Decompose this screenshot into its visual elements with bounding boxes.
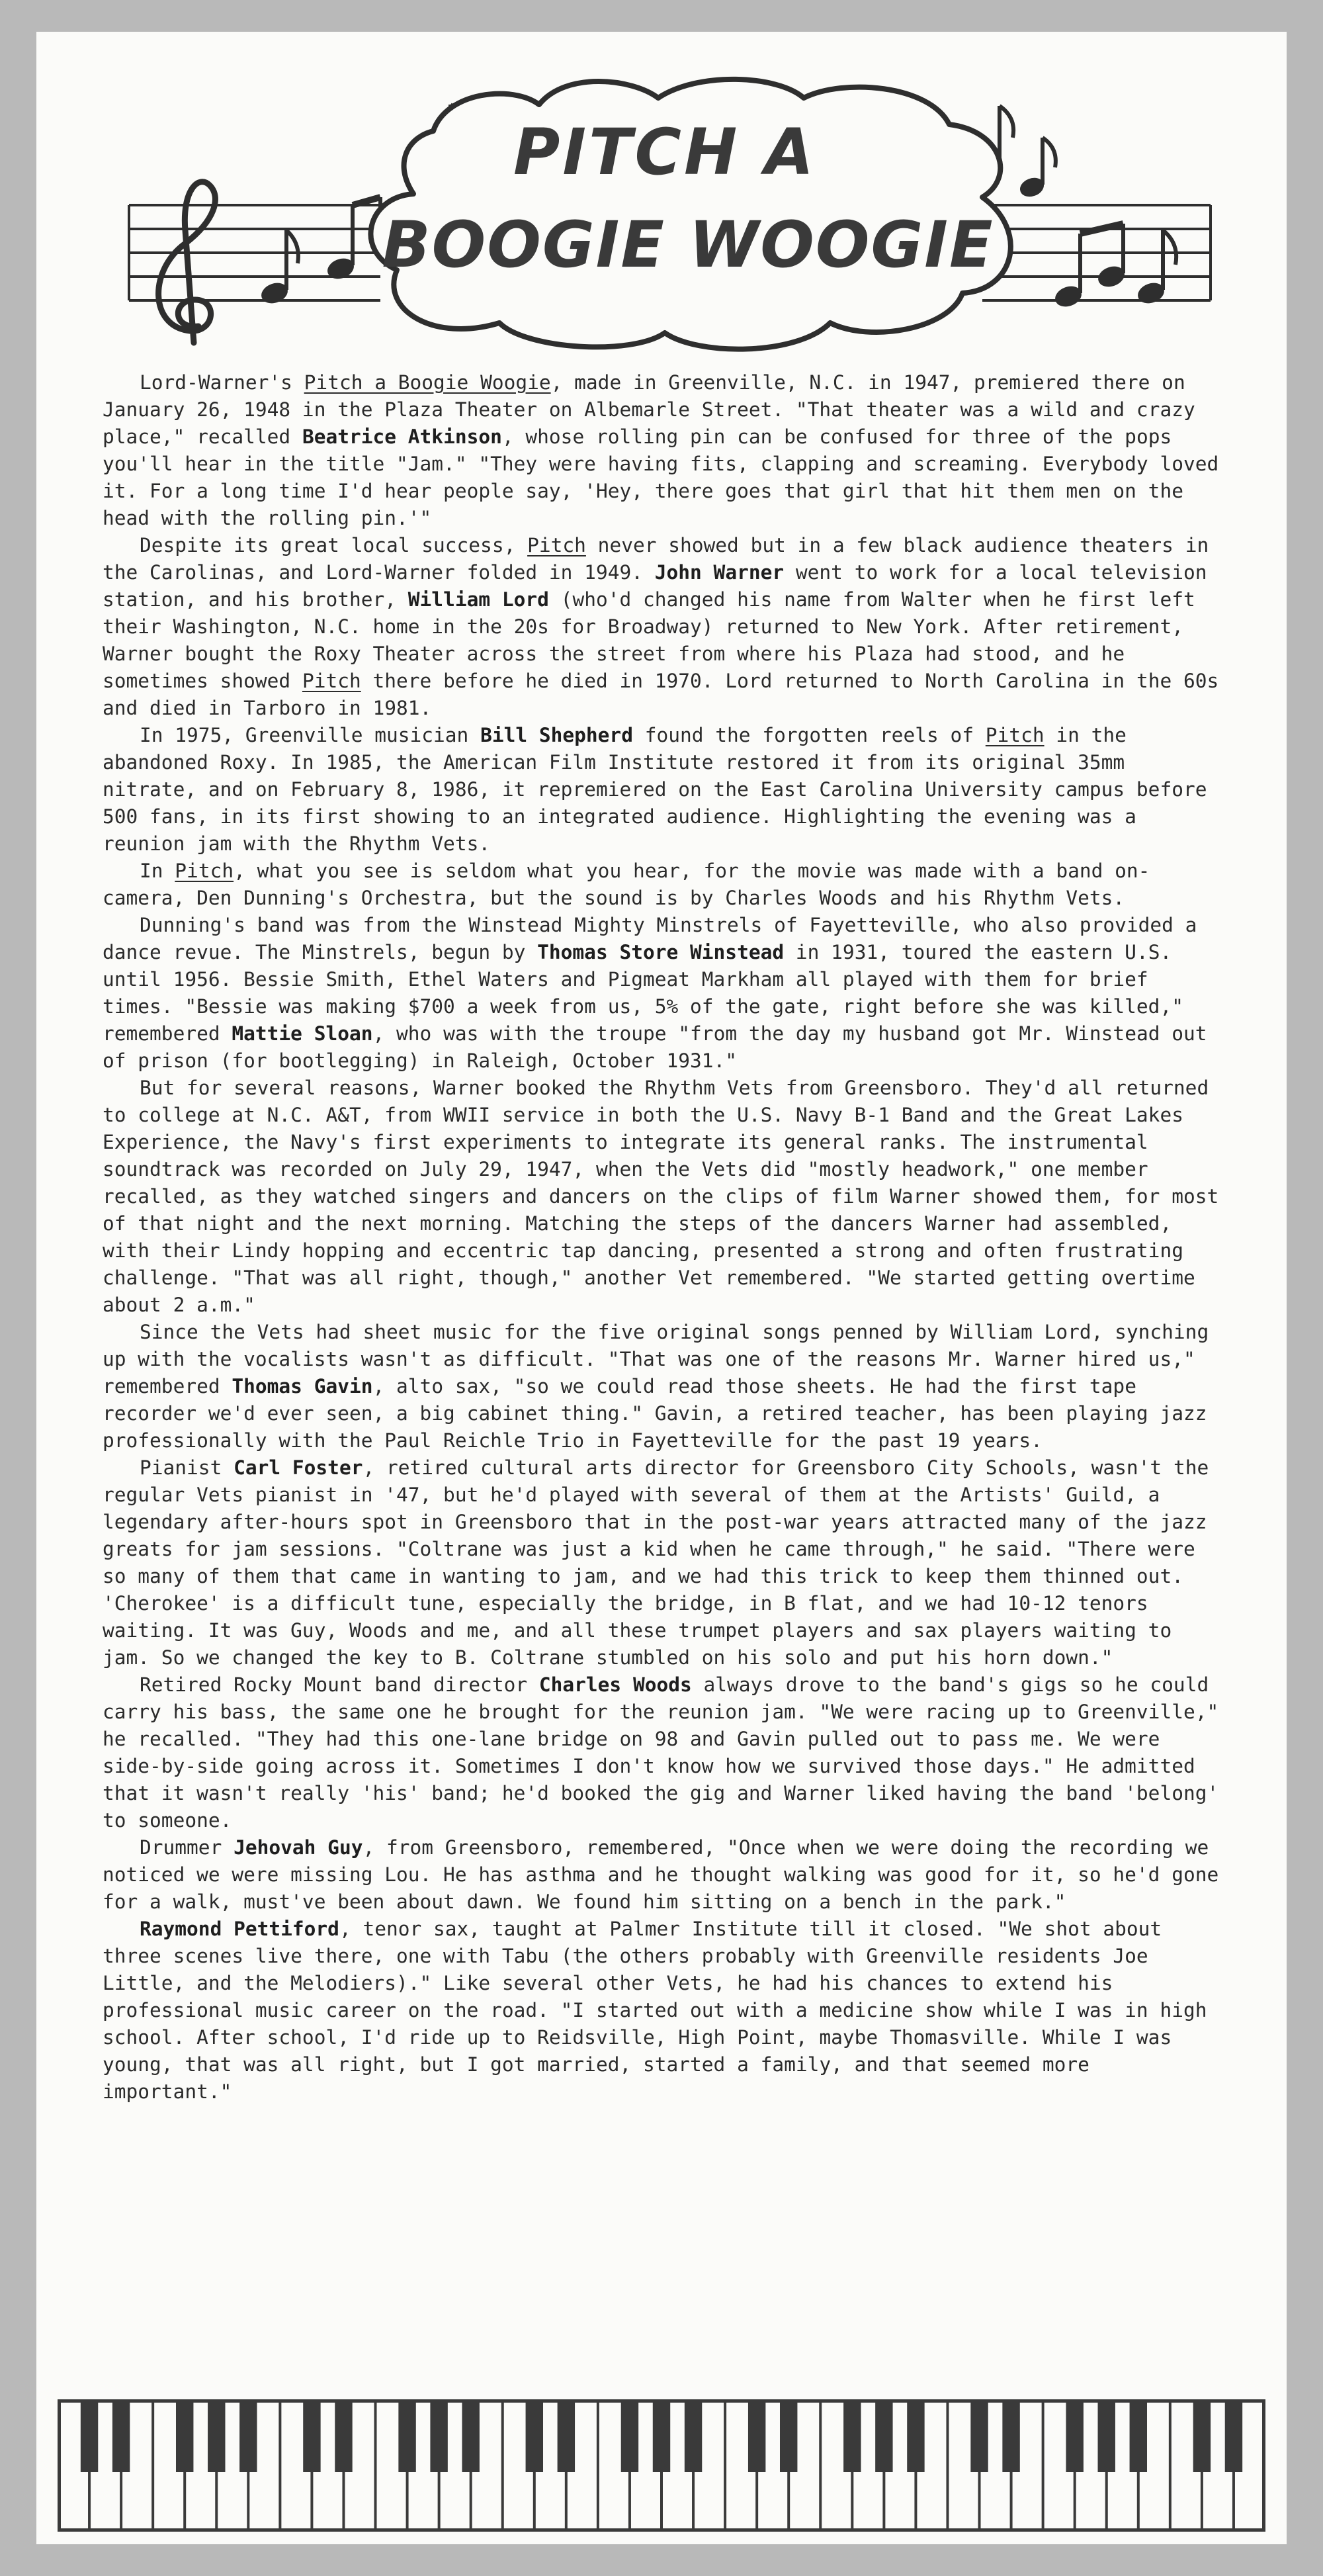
person-name: Thomas Gavin [232,1375,373,1398]
black-key [398,2399,415,2472]
film-title: Pitch [527,534,586,556]
person-name: Charles Woods [538,1673,692,1696]
person-name: Raymond Pettiford [140,1918,339,1940]
black-key [176,2399,193,2472]
black-key [843,2399,861,2472]
black-key [335,2399,352,2472]
black-key [970,2399,988,2472]
person-name: Beatrice Atkinson [302,425,502,448]
black-key [239,2399,257,2472]
black-key [780,2399,797,2472]
person-name: Thomas Store Winstead [537,941,785,963]
black-key [430,2399,447,2472]
title-line-1: PITCH A [513,115,817,189]
piano-keyboard-icon [58,2399,1265,2532]
black-key [1066,2399,1083,2472]
black-key [1002,2399,1019,2472]
paragraph-11: Raymond Pettiford, tenor sax, taught at Palmer Institute till it closed. "We shot about three scenes live there, one with Tabu (the others probably with Greenville residents Joe Little, and the Melodiers)." Like several other Vets, he had his chances to extend his professional music career on the road. "I started out with a medicine show while I was in high school. After school, I'd ride up to Reidsville, High Point, maybe Thomasville. While I was young, that was all right, but I got married, started a family, and that seemed more important." [103,1918,1207,2103]
black-key [1130,2399,1147,2472]
paragraph-1: Lord-Warner's Pitch a Boogie Woogie, made in Greenville, N.C. in 1947, premiered there on January 26, 1948 in the Plaza Theater on Albemarle Street. "That theater was a wild and crazy place," recalled Beatrice Atkinson, whose rolling pin can be confused for three of the pops you'll hear in the title "Jam." "They were having fits, clapping and screaming. Everybody loved it. For a long time I'd hear people say, 'Hey, there goes that girl that hit them men on the head with the rolling pin.'" [103,371,1219,529]
music-notes-right-icon [1052,224,1176,310]
film-title: Pitch [985,724,1045,746]
black-key [1098,2399,1115,2472]
paragraph-10: Drummer Jehovah Guy, from Greensboro, remembered, "Once when we were doing the recording we noticed we were missing Lou. He has asthma and he thought walking was good for it, so he'd gone for a walk, must've been about dawn. We found him sitting on a bench in the park." [103,1836,1219,1913]
person-name: Mattie Sloan [232,1022,373,1045]
black-key [685,2399,702,2472]
film-title: Pitch a Boogie Woogie [304,371,551,394]
paragraph-4: In Pitch, what you see is seldom what you hear, for the movie was made with a band on-camera, Den Dunning's Orchestra, but the sound is by Charles Woods and his Rhythm Vets. [103,860,1150,909]
person-name: Bill Shepherd [480,724,633,746]
paragraph-3: In 1975, Greenville musician Bill Shepherd found the forgotten reels of Pitch in the abandoned Roxy. In 1985, the American Film Institute restored it from its original 35mm nitrate, and on February 8, 1986, it repremiered on the East Carolina University campus before 500 fans, in its first showing to an integrated audience. Highlighting the evening was a reunion jam with the Rhythm Vets. [103,724,1207,855]
black-key [526,2399,543,2472]
black-key [81,2399,98,2472]
black-key [1225,2399,1242,2472]
paragraph-7: Since the Vets had sheet music for the five original songs penned by William Lord, synching up with the vocalists wasn't as difficult. "That was one of the reasons Mr. Warner hired us," remembered Thomas Gavin, alto sax, "so we could read those sheets. He had the first tape recorder we'd ever seen, a big cabinet thing." Gavin, a retired teacher, has been playing jazz professionally with the Paul Reichle Trio in Fayetteville for the past 19 years. [103,1321,1209,1452]
black-key [621,2399,638,2472]
film-title: Pitch [302,670,361,692]
black-key [1193,2399,1211,2472]
black-key [112,2399,130,2472]
paragraph-2: Despite its great local success, Pitch never showed but in a few black audience theaters in the Carolinas, and Lord-Warner folded in 1949. John Warner went to work for a local television station, and his brother, William Lord (who'd changed his name from Walter when he first left their Washington, N.C. home in the 20s for Broadway) returned to New York. After retirement, Warner bought the Roxy Theater across the street from where his Plaza had stood, and he sometimes showed Pitch there before he died in 1970. Lord returned to North Carolina in the 60s and died in Tarboro in 1981. [103,534,1219,719]
black-key [907,2399,924,2472]
person-name: Jehovah Guy [234,1836,363,1859]
black-key [462,2399,479,2472]
article-body [103,369,1227,2106]
paragraph-5: Dunning's band was from the Winstead Mighty Minstrels of Fayetteville, who also provided a dance revue. The Minstrels, begun by Thomas Store Winstead in 1931, toured the eastern U.S. until 1956. Bessie Smith, Ethel Waters and Pigmeat Markham all played with them for brief times. "Bessie was making $700 a week from us, 5% of the gate, right before she was killed," remembered Mattie Sloan, who was with the troupe "from the day my husband got Mr. Winstead out of prison (for bootlegging) in Raleigh, October 1931." [103,914,1207,1072]
paragraph-8: Pianist Carl Foster, retired cultural arts director for Greensboro City Schools, wasn't the regular Vets pianist in '47, but he'd played with several of them at the Artists' Guild, a legendary after-hours spot in Greensboro that in the post-war years attracted many of the jazz greats for jam sessions. "Coltrane was just a kid when he came through," he said. "There were so many of them that came in wanting to jam, and we had this trick to keep them thinned out. 'Cherokee' is a difficult tune, especially the bridge, in B flat, and we had 10-12 tenors waiting. It was Guy, Woods and me, and all these trumpet players and sax players waiting to jam. So we changed the key to B. Coltrane stumbled on his solo and put his horn down." [103,1456,1209,1669]
paragraph-6: But for several reasons, Warner booked the Rhythm Vets from Greensboro. They'd all returned to college at N.C. A&T, from WWII service in both the U.S. Navy B-1 Band and the Great Lakes Experience, the Navy's first experiments to integrate its general ranks. The instrumental soundtrack was recorded on July 29, 1947, when the Vets did "mostly headwork," one member recalled, as they watched singers and dancers on the clips of film Warner showed them, for most of that night and the next morning. Matching the steps of the dancers Warner had assembled, with their Lindy hopping and eccentric tap dancing, presented a strong and often frustrating challenge. "That was all right, though," another Vet remembered. "We started getting overtime about 2 a.m." [103,1077,1219,1316]
black-key [748,2399,765,2472]
document-page [36,32,1287,2544]
black-key [558,2399,575,2472]
paragraph-9: Retired Rocky Mount band director Charles Woods always drove to the band's gigs so he could carry his bass, the same one he brought for the reunion jam. "We were racing up to Greenville," he recalled. "They had this one-lane bridge on 98 and Gavin pulled out to pass me. We were side-by-side going across it. Sometimes I don't know how we survived those days." He admitted that it wasn't really 'his' band; he'd booked the gig and Warner liked having the band 'belong' to someone. [103,1673,1219,1832]
black-key [208,2399,225,2472]
title-line-2: BOOGIE WOOGIE [382,208,994,282]
person-name: John Warner [654,561,785,584]
film-title: Pitch [175,860,234,882]
black-key [653,2399,670,2472]
person-name: Carl Foster [234,1456,363,1479]
black-key [875,2399,892,2472]
title-banner [36,32,1287,363]
black-key [303,2399,320,2472]
person-name: William Lord [407,588,549,611]
